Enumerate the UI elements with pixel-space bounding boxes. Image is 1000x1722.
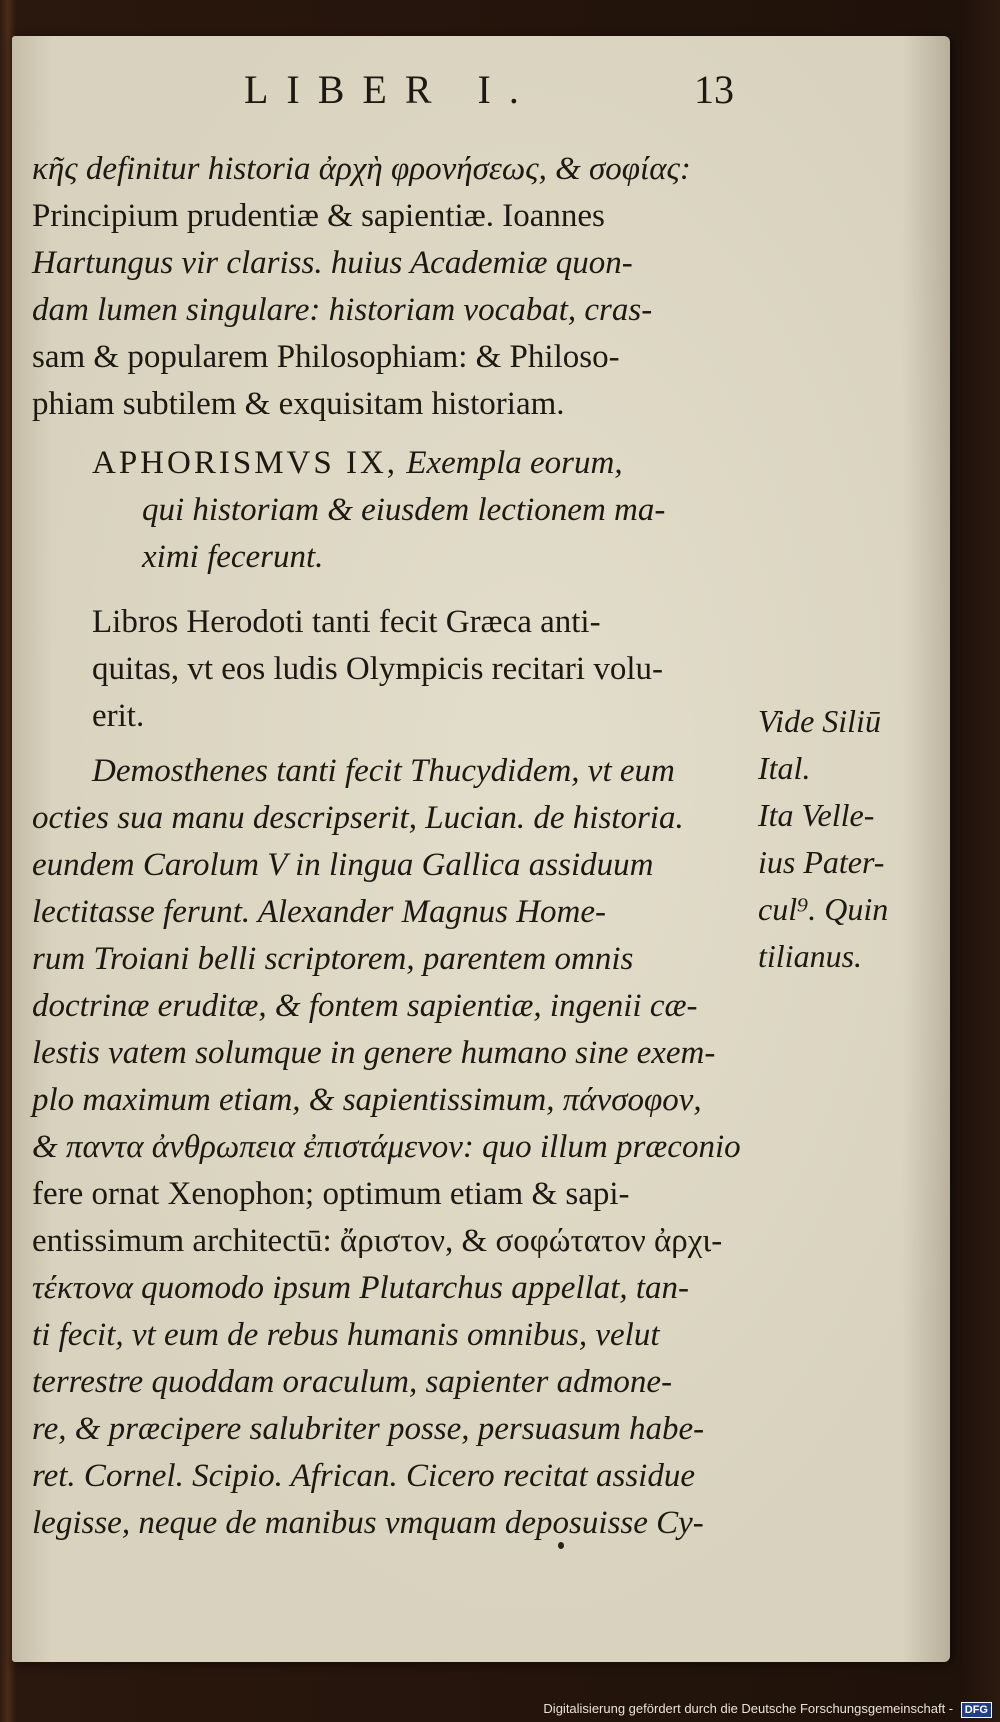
text-line: & παντα ἀνθρωπεια ἐπιστάμενον: quo illum præconio	[32, 1129, 741, 1165]
text-line: rum Troiani belli scriptorem, parentem omnis	[32, 941, 634, 977]
text-line: κῆς definitur historia ἀρχὴ φρονήσεως, & σοφίας:	[32, 151, 691, 187]
aphorism-line: qui historiam & eiusdem lectionem ma-	[142, 492, 666, 528]
aphorism-label: APHORISMVS IX,	[92, 445, 399, 481]
text-line: plo maximum etiam, & sapientissimum, πάνσοφον,	[32, 1082, 702, 1118]
aphorism-line: ximi fecerunt.	[142, 539, 324, 575]
text-line: phiam subtilem & exquisitam historiam.	[32, 386, 565, 422]
text-line: octies sua manu descripserit, Lucian. de historia.	[32, 800, 684, 836]
marginal-note: Ital.	[758, 750, 811, 786]
marginal-notes	[758, 698, 948, 980]
text-line: eundem Carolum V in lingua Gallica assiduum	[32, 847, 654, 883]
text-line: doctrinæ eruditæ, & fontem sapientiæ, ingenii cæ-	[32, 988, 698, 1024]
running-head	[12, 66, 950, 116]
text-line: Demosthenes tanti fecit Thucydidem, vt eum	[92, 753, 675, 789]
page-number: 13	[694, 67, 734, 112]
text-line: quitas, vt eos ludis Olympicis recitari volu-	[92, 651, 663, 687]
page-body	[32, 146, 772, 1547]
marginal-note: Vide Siliū	[758, 703, 881, 739]
text-line: τέκτονα quomodo ipsum Plutarchus appellat, tan-	[32, 1270, 690, 1306]
marginal-note: tilianus.	[758, 938, 863, 974]
text-line: entissimum architectū: ἄριστον, & σοφώτατον ἀρχι-	[32, 1223, 723, 1259]
paragraph-herodotus	[32, 599, 772, 740]
text-line: Hartungus vir clariss. huius Academiæ quon-	[32, 245, 633, 281]
text-line: sam & popularem Philosophiam: & Philoso-	[32, 339, 620, 375]
text-line: Libros Herodoti tanti fecit Græca anti-	[92, 604, 601, 640]
aphorism-line	[92, 440, 772, 487]
ink-speck	[558, 1542, 564, 1549]
dfg-logo: DFG	[961, 1702, 992, 1718]
marginal-note: cul⁹. Quin	[758, 891, 889, 927]
text-line: re, & præcipere salubriter posse, persuasum habe-	[32, 1411, 705, 1447]
book-page	[12, 36, 950, 1662]
digitization-credit	[543, 1701, 992, 1718]
text-line: lectitasse ferunt. Alexander Magnus Home-	[32, 894, 607, 930]
text-line: ret. Cornel. Scipio. African. Cicero recitat assidue	[32, 1458, 695, 1494]
aphorism-heading	[32, 440, 772, 581]
credit-text: Digitalisierung gefördert durch die Deutsche Forschungsgemeinschaft -	[543, 1701, 954, 1716]
text-line: ti fecit, vt eum de rebus humanis omnibus, velut	[32, 1317, 660, 1353]
text-line: Principium prudentiæ & sapientiæ. Ioannes	[32, 198, 605, 234]
text-line: dam lumen singulare: historiam vocabat, cras-	[32, 292, 653, 328]
text-line: legisse, neque de manibus vmquam deposuisse Cy-	[32, 1505, 704, 1541]
running-head-title: LIBER I.	[244, 67, 537, 112]
aphorism-text: Exempla eorum,	[406, 445, 623, 481]
marginal-note: ius Pater-	[758, 844, 885, 880]
marginal-note: Ita Velle-	[758, 797, 875, 833]
text-line: erit.	[92, 698, 145, 734]
text-line: terrestre quoddam oraculum, sapienter admone-	[32, 1364, 673, 1400]
text-line: lestis vatem solumque in genere humano sine exem-	[32, 1035, 716, 1071]
paragraph-demosthenes	[32, 748, 772, 1547]
text-line: fere ornat Xenophon; optimum etiam & sapi-	[32, 1176, 630, 1212]
